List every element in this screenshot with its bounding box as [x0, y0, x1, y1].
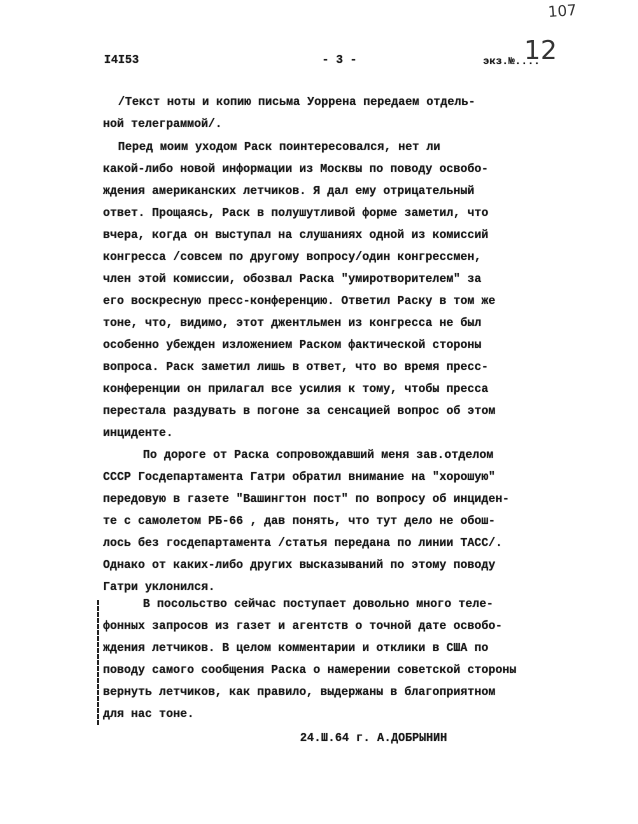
text-line: поводу самого сообщения Раска о намерении советской стороны: [103, 664, 517, 677]
margin-mark: [97, 600, 99, 726]
text-line: ждения летчиков. В целом комментарии и отклики в США по: [103, 642, 489, 655]
text-line: ждения американских летчиков. Я дал ему отрицательный: [103, 185, 475, 198]
text-line: Гатри уклонился.: [103, 581, 216, 594]
text-line: вернуть летчиков, как правило, выдержаны в благоприятном: [103, 686, 496, 699]
text-line: Однако от каких-либо других высказываний по этому поводу: [103, 559, 496, 572]
copy-number-handwritten: 12: [524, 36, 558, 66]
document-number: I4I53: [104, 54, 140, 67]
text-line: фонных запросов из газет и агентств о точной дате освобо-: [103, 620, 503, 633]
text-line: ответ. Прощаясь, Раск в полушутливой форме заметил, что: [103, 207, 489, 220]
text-line: для нас тоне.: [103, 708, 195, 721]
text-line: какой-либо новой информации из Москвы по поводу освобо-: [103, 163, 489, 176]
text-line: передовую в газете "Вашингтон пост" по вопросу об инциден-: [103, 493, 510, 506]
page-marker: - 3 -: [322, 54, 358, 67]
text-line: По дороге от Раска сопровождавший меня зав.отделом: [143, 449, 494, 462]
signature: 24.Ш.64 г. А.ДОБРЫНИН: [300, 732, 448, 745]
text-line: его воскресную пресс-конференцию. Ответил Раску в том же: [103, 295, 496, 308]
text-line: /Текст ноты и копию письма Уоррена передаем отдель-: [118, 96, 476, 109]
text-line: лось без госдепартамента /статья передана по линии ТАСС/.: [103, 537, 503, 550]
text-line: особенно убежден изложением Раском фактической стороны: [103, 339, 482, 352]
text-line: конференции он прилагал все усилия к тому, чтобы пресса: [103, 383, 489, 396]
text-line: конгресса /совсем по другому вопросу/один конгрессмен,: [103, 251, 482, 264]
text-line: перестала раздувать в погоне за сенсацией вопрос об этом: [103, 405, 496, 418]
text-line: вопроса. Раск заметил лишь в ответ, что во время пресс-: [103, 361, 489, 374]
text-line: Перед моим уходом Раск поинтересовался, нет ли: [118, 141, 441, 154]
text-line: В посольство сейчас поступает довольно много теле-: [143, 598, 494, 611]
copy-label: экз.№....: [483, 56, 541, 68]
text-line: член этой комиссии, обозвал Раска "умиротворителем" за: [103, 273, 482, 286]
text-line: ной телеграммой/.: [103, 118, 223, 131]
text-line: тоне, что, видимо, этот джентльмен из конгресса не был: [103, 317, 482, 330]
text-line: вчера, когда он выступал на слушаниях одной из комиссий: [103, 229, 489, 242]
text-line: те с самолетом РБ-66 , дав понять, что тут дело не обош-: [103, 515, 496, 528]
text-line: СССР Госдепартамента Гатри обратил внимание на "хорошую": [103, 471, 496, 484]
text-line: инциденте.: [103, 427, 174, 440]
archive-page-number: 107: [547, 1, 578, 21]
